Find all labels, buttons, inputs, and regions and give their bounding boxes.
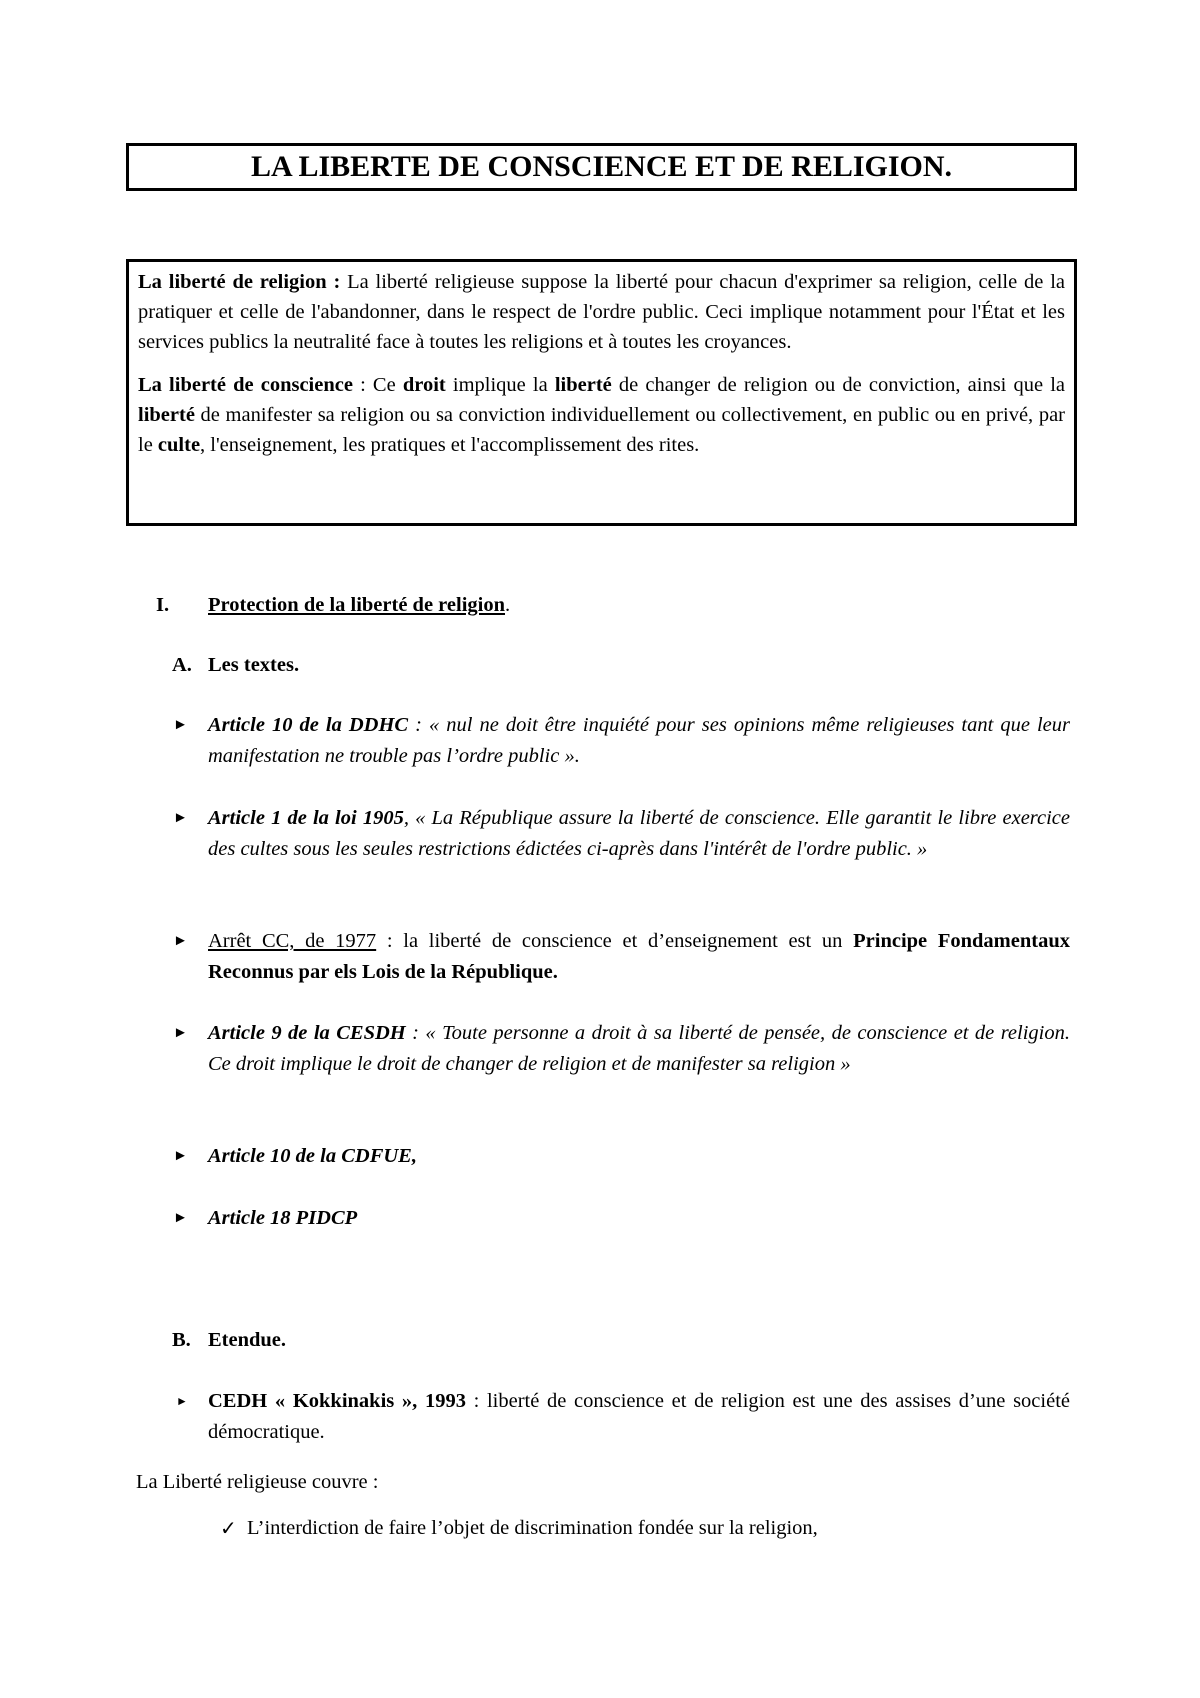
checkmark-icon: ✓	[220, 1516, 237, 1540]
definition-text: implique la	[445, 374, 555, 396]
definition-bold-word: droit	[402, 374, 446, 396]
article-reference: Article 9 de la CESDH	[208, 1022, 406, 1044]
article-reference: Article 10 de la CDFUE,	[208, 1145, 417, 1167]
checklist-item	[220, 1513, 818, 1543]
section-title: Protection de la liberté de religion	[208, 594, 505, 616]
article-bold-text: Principe Fondamentaux Reconnus par els Lois de la République.	[208, 930, 1070, 983]
title-box	[126, 143, 1077, 191]
subsection-letter: B.	[172, 1329, 191, 1351]
subsection-title: Les textes.	[208, 654, 300, 676]
couvre-intro: La Liberté religieuse couvre :	[136, 1471, 379, 1493]
definition-text: de changer de religion ou de conviction, ainsi que la	[611, 374, 1066, 396]
arrow-right-icon: ►	[173, 810, 188, 826]
subsection-heading-b	[172, 1325, 286, 1355]
definitions-box	[126, 259, 1077, 526]
page-title: LA LIBERTE DE CONSCIENCE ET DE RELIGION.	[250, 150, 953, 183]
definition-text: , l'enseignement, les pratiques et l'accomplissement des rites.	[200, 434, 700, 456]
article-text: : la liberté de conscience et d’enseignement est un	[376, 930, 854, 952]
list-item	[173, 926, 1070, 988]
section-number: I.	[156, 594, 170, 616]
article-reference: Article 10 de la DDHC	[208, 714, 409, 736]
definition-bold-word: liberté	[138, 404, 195, 426]
list-item	[173, 803, 1070, 865]
definition-conscience	[138, 370, 1065, 460]
definition-text: : Ce	[352, 374, 403, 396]
subsection-letter: A.	[172, 654, 192, 676]
subsection-title: Etendue.	[208, 1329, 287, 1351]
arrow-right-icon: ►	[173, 1025, 188, 1041]
article-text: , « La République assure la liberté de conscience. Elle garantit le libre exercice des cultes sous les seules restrictions édictées ci-après dans l'intérêt de l'ordre public. »	[208, 807, 1070, 860]
definition-religion	[138, 267, 1065, 357]
arrow-right-icon: ►	[173, 1210, 188, 1226]
arrow-right-icon: ►	[173, 717, 188, 733]
article-text: : « nul ne doit être inquiété pour ses opinions même religieuses tant que leur manifestation ne trouble pas l’ordre public ».	[208, 714, 1070, 767]
article-reference: Article 18 PIDCP	[208, 1207, 358, 1229]
definition-bold-word: liberté	[554, 374, 612, 396]
subsection-heading-a	[172, 650, 299, 680]
arrow-right-icon: ►	[173, 933, 188, 949]
checklist-text: L’interdiction de faire l’objet de discrimination fondée sur la religion,	[247, 1517, 818, 1539]
section-title-suffix: .	[505, 594, 511, 616]
case-reference: CEDH « Kokkinakis », 1993	[208, 1390, 466, 1412]
article-text: : « Toute personne a droit à sa liberté de pensée, de conscience et de religion. Ce droit implique le droit de changer de religion et de manifester sa religion »	[208, 1022, 1070, 1075]
definition-religion-term: La liberté de religion :	[138, 271, 341, 293]
list-item	[173, 1018, 1070, 1080]
arrow-right-icon: ►	[173, 1148, 188, 1164]
definition-text: de manifester sa religion ou sa conviction individuellement ou collectivement, en public ou en privé, par le	[138, 404, 1065, 456]
article-reference: Arrêt CC, de 1977	[208, 930, 377, 952]
list-item	[173, 1141, 1070, 1172]
list-item	[176, 1386, 1070, 1448]
list-item	[173, 710, 1070, 772]
case-text: : liberté de conscience et de religion est une des assises d’une société démocratique.	[208, 1390, 1070, 1443]
article-reference: Article 1 de la loi 1905	[208, 807, 404, 829]
definition-religion-text: La liberté religieuse suppose la liberté pour chacun d'exprimer sa religion, celle de la pratiquer et celle de l'abandonner, dans le respect de l'ordre public. Ceci implique notamment pour l'État et les services publics la neutralité face à toutes les religions et à toutes les croyances.	[138, 271, 1065, 353]
section-heading-1	[156, 590, 510, 620]
arrow-right-icon: ►	[176, 1394, 188, 1408]
definition-bold-word: culte	[157, 434, 201, 456]
definition-conscience-term: La liberté de conscience	[138, 374, 353, 396]
list-item	[173, 1203, 1070, 1234]
